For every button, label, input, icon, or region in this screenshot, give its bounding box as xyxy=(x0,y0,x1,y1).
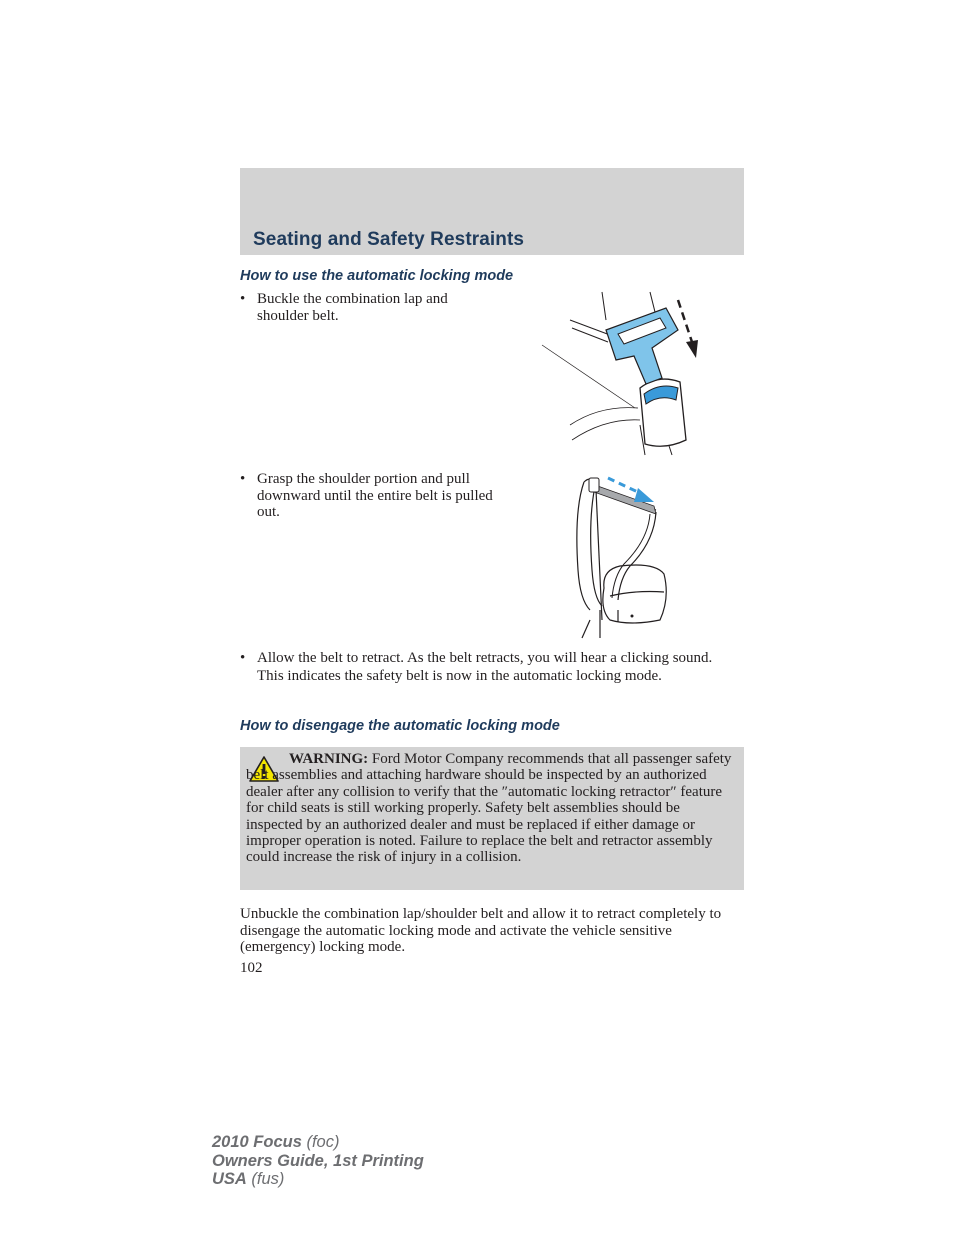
bullet-symbol: • xyxy=(240,650,246,666)
section-header-band xyxy=(240,168,744,255)
warning-label: WARNING: xyxy=(289,751,369,767)
footer-line-guide xyxy=(212,1152,424,1171)
subheading-disengage-locking-mode: How to disengage the automatic locking mode xyxy=(240,718,560,734)
warning-box xyxy=(240,747,744,890)
bullet-symbol: • xyxy=(240,471,246,487)
bullet-text: Buckle the combination lap and shoulder belt. xyxy=(257,291,448,324)
bullet-symbol: • xyxy=(240,291,246,307)
footer-line-market xyxy=(212,1170,424,1189)
section-title: Seating and Safety Restraints xyxy=(253,229,525,250)
warning-text xyxy=(246,751,734,866)
subheading-use-locking-mode: How to use the automatic locking mode xyxy=(240,268,514,284)
belt-pullout-illustration xyxy=(560,470,680,640)
bullet-retract xyxy=(240,650,735,685)
page-number: 102 xyxy=(240,960,263,976)
footer-model: 2010 Focus xyxy=(212,1133,302,1151)
warning-body: Ford Motor Company recommends that all passenger safety belt assemblies and attaching hardware should be inspected by an authorized dealer after any collision to verify that the ″automatic locking retractor″ feature for child seats is still working properly. Safety belt assemblies should be inspected by an authorized dealer and must be replaced if either damage or improper operation is noted. Failure to replace the belt and retractor assembly could increase the risk of injury in a collision. xyxy=(246,751,732,866)
footer-market: USA xyxy=(212,1170,247,1188)
buckle-insert-illustration xyxy=(540,290,710,458)
footer-guide: Owners Guide, 1st Printing xyxy=(212,1151,424,1170)
bullet-buckle xyxy=(240,291,497,324)
footer-model-code: (foc) xyxy=(301,1133,340,1151)
bullet-grasp xyxy=(240,471,497,521)
bullet-text: Grasp the shoulder portion and pull downward until the entire belt is pulled out. xyxy=(257,471,493,520)
footer-line-model xyxy=(212,1133,424,1152)
disengage-instructions: Unbuckle the combination lap/shoulder belt and allow it to retract completely to disengage the automatic locking mode and activate the vehicle sensitive (emergency) locking mode. xyxy=(240,906,722,955)
footer-market-code: (fus) xyxy=(246,1170,285,1188)
arrow-down-icon xyxy=(678,300,698,358)
document-footer xyxy=(212,1133,424,1189)
bullet-text: Allow the belt to retract. As the belt retracts, you will hear a clicking sound. This indicates the safety belt is now in the automatic locking mode. xyxy=(257,650,713,684)
